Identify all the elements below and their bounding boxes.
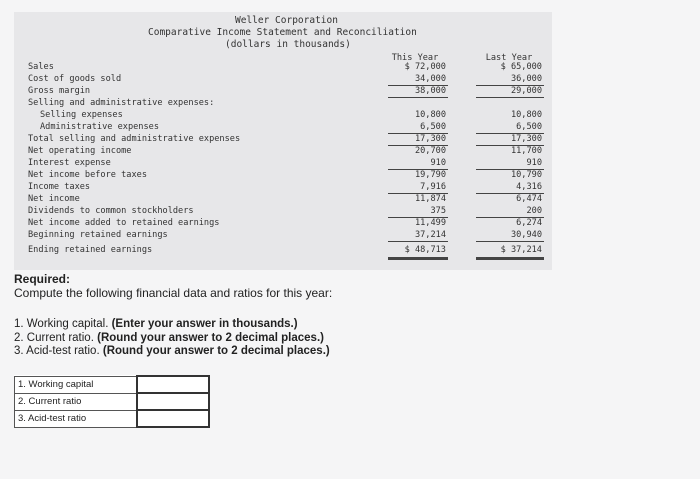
row-label-net-operating-income: Net operating income	[28, 146, 132, 156]
cogs-this-year: 34,000	[414, 74, 446, 84]
required-title: Required:	[14, 272, 71, 286]
column-header-last-year: Last Year	[485, 53, 533, 63]
answer-cell	[137, 376, 209, 393]
selling-expenses-last-year: 10,800	[510, 110, 542, 120]
sales-this-year: $ 72,000	[404, 62, 446, 72]
subtotal-rule	[388, 241, 448, 242]
added-to-retained-last-year: 6,274	[516, 218, 542, 228]
added-to-retained-this-year: 11,499	[414, 218, 446, 228]
total-sga-last-year: 17,300	[510, 134, 542, 144]
row-label-ending-retained: Ending retained earnings	[28, 245, 153, 255]
row-label-interest-expense: Interest expense	[28, 158, 111, 168]
answer-label-current-ratio: 2. Current ratio	[15, 393, 138, 410]
statement-units: (dollars in thousands)	[225, 39, 351, 50]
ending-retained-this-year: $ 48,713	[404, 245, 446, 255]
income-taxes-this-year: 7,916	[420, 182, 446, 192]
answer-row	[15, 393, 210, 410]
acid-test-ratio-input[interactable]	[138, 411, 208, 426]
row-label-cogs: Cost of goods sold	[28, 74, 122, 84]
current-ratio-input[interactable]	[138, 394, 208, 409]
question-note: (Enter your answer in thousands.)	[111, 318, 298, 330]
question-note: (Round your answer to 2 decimal places.)	[97, 331, 324, 344]
income-statement	[14, 12, 552, 270]
row-label-selling-expenses: Selling expenses	[40, 110, 123, 120]
income-taxes-last-year: 4,316	[516, 182, 542, 192]
company-name: Weller Corporation	[235, 15, 338, 26]
question-text: 2. Current ratio.	[14, 331, 94, 344]
total-double-rule	[388, 257, 448, 260]
beginning-retained-this-year: 37,214	[414, 230, 446, 240]
total-sga-this-year: 17,300	[414, 134, 446, 144]
admin-expenses-last-year: 6,500	[516, 122, 542, 132]
required-intro: Compute the following financial data and ratios for this year:	[14, 286, 333, 300]
answer-label-working-capital: 1. Working capital	[15, 376, 138, 393]
question-item	[14, 318, 330, 332]
admin-expenses-this-year: 6,500	[420, 122, 446, 132]
answer-label-acid-test-ratio: 3. Acid-test ratio	[15, 410, 138, 427]
question-list	[14, 318, 330, 359]
net-operating-income-this-year: 20,700	[414, 146, 446, 156]
row-label-gross-margin: Gross margin	[28, 86, 91, 96]
income-before-taxes-this-year: 19,790	[414, 170, 446, 180]
row-label-admin-expenses: Administrative expenses	[40, 122, 159, 132]
answer-cell	[137, 393, 209, 410]
answer-row	[15, 410, 210, 427]
row-label-net-income: Net income	[28, 194, 80, 204]
net-income-last-year: 6,474	[516, 194, 542, 204]
net-operating-income-last-year: 11,700	[510, 146, 542, 156]
sales-last-year: $ 65,000	[500, 62, 542, 72]
selling-expenses-this-year: 10,800	[414, 110, 446, 120]
interest-expense-last-year: 910	[526, 158, 542, 168]
subtotal-rule	[476, 241, 544, 242]
income-before-taxes-last-year: 10,790	[510, 170, 542, 180]
row-label-income-taxes: Income taxes	[28, 182, 91, 192]
row-label-sales: Sales	[28, 62, 54, 72]
column-header-this-year: This Year	[391, 53, 439, 63]
interest-expense-this-year: 910	[430, 158, 446, 168]
question-note: (Round your answer to 2 decimal places.)	[102, 345, 330, 357]
gross-margin-this-year: 38,000	[414, 86, 446, 96]
question-text: 3. Acid-test ratio.	[14, 345, 100, 357]
ending-retained-last-year: $ 37,214	[500, 245, 542, 255]
answer-cell	[137, 410, 209, 427]
row-label-sga-header: Selling and administrative expenses:	[28, 98, 215, 108]
row-label-added-to-retained: Net income added to retained earnings	[28, 218, 220, 228]
total-double-rule	[476, 257, 544, 260]
row-label-dividends: Dividends to common stockholders	[28, 206, 194, 216]
gross-margin-last-year: 29,000	[510, 86, 542, 96]
dividends-last-year: 200	[526, 206, 542, 216]
subtotal-rule	[476, 97, 544, 98]
answer-row	[15, 376, 210, 393]
cogs-last-year: 36,000	[510, 74, 542, 84]
row-label-beginning-retained: Beginning retained earnings	[28, 230, 168, 240]
net-income-this-year: 11,874	[414, 194, 446, 204]
question-item	[14, 345, 330, 359]
required-section	[14, 272, 332, 300]
question-item	[14, 332, 330, 346]
dividends-this-year: 375	[430, 206, 446, 216]
working-capital-input[interactable]	[138, 377, 208, 392]
question-text: 1. Working capital.	[14, 318, 109, 330]
row-label-total-sga: Total selling and administrative expenses	[28, 134, 241, 144]
row-label-income-before-taxes: Net income before taxes	[28, 170, 147, 180]
beginning-retained-last-year: 30,940	[510, 230, 542, 240]
answer-table	[14, 375, 210, 428]
statement-title: Comparative Income Statement and Reconciliation	[148, 27, 417, 38]
subtotal-rule	[388, 97, 448, 98]
